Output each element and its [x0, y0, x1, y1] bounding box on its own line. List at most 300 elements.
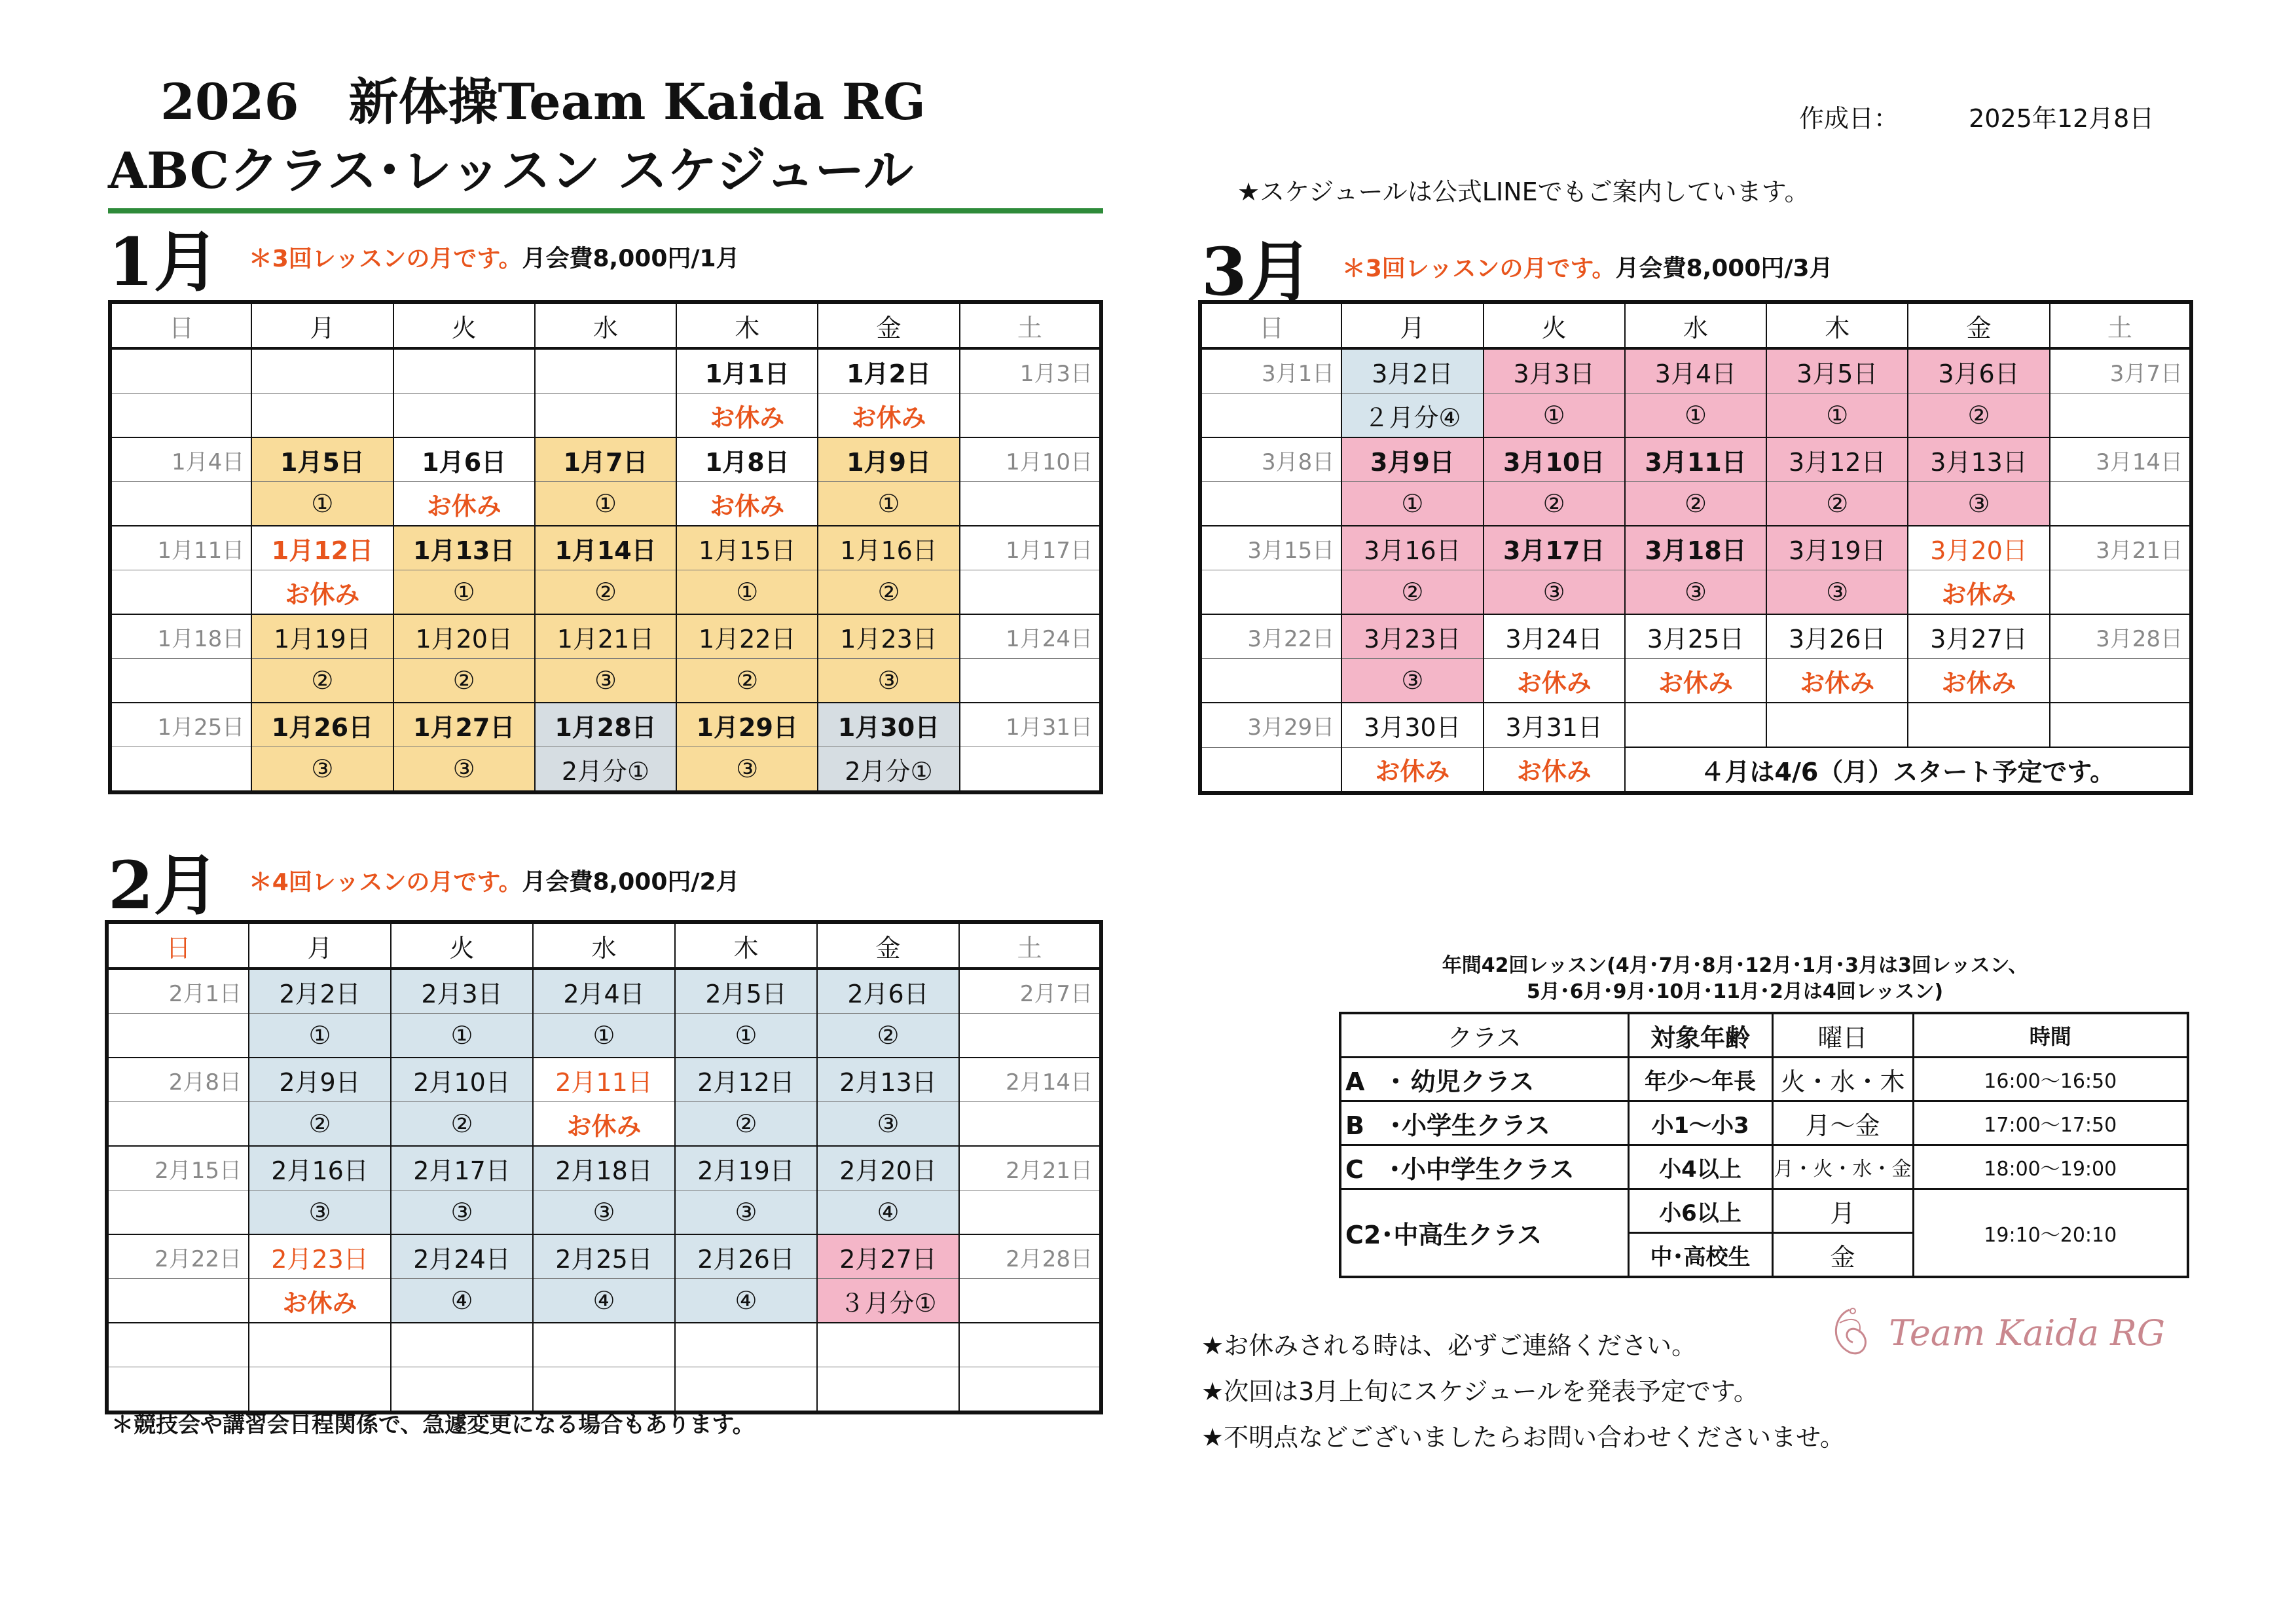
mar-week5-info [1200, 747, 2191, 793]
info-cell: ④ [675, 1279, 817, 1323]
class-row-c [1340, 1145, 2188, 1189]
info-cell [251, 394, 393, 438]
info-cell: ② [1766, 482, 1908, 526]
date-cell: 1月2日 [818, 348, 959, 394]
feb-week4-info [107, 1279, 1101, 1323]
info-cell: ③ [393, 747, 535, 793]
empty-cell [959, 1367, 1101, 1413]
feb-week4-dates [107, 1234, 1101, 1279]
date-cell: 1月28日 [535, 703, 676, 747]
info-cell: お休み [251, 570, 393, 615]
empty-cell [249, 1323, 391, 1367]
date-cell: 1月5日 [251, 437, 393, 482]
header-day: 曜日 [1772, 1013, 1913, 1058]
inquiry-note: ★不明点などございましたらお問い合わせくださいませ。 [1201, 1423, 1845, 1452]
date-cell: 3月21日 [2050, 526, 2191, 570]
date-cell: 2月9日 [249, 1058, 391, 1102]
date-cell: 2月23日 [249, 1234, 391, 1279]
date-cell [1625, 703, 1766, 747]
weekday-fri: 金 [1908, 302, 2049, 348]
class-age: 年少～年長 [1628, 1058, 1772, 1101]
january-lesson-note: ＊3回レッスンの月です。 [248, 245, 522, 272]
info-cell: ② [817, 1014, 959, 1058]
date-cell: 3月20日 [1908, 526, 2049, 570]
info-cell [107, 1279, 249, 1323]
info-cell: ③ [818, 659, 959, 703]
info-cell [110, 570, 251, 615]
info-cell [1200, 482, 1341, 526]
info-cell [1200, 747, 1341, 793]
info-cell [960, 747, 1101, 793]
date-cell [535, 348, 676, 394]
logo-text: Team Kaida RG [1889, 1312, 2165, 1354]
info-cell [110, 482, 251, 526]
info-cell: お休み [676, 394, 818, 438]
info-cell [960, 570, 1101, 615]
feb-week1-info [107, 1014, 1101, 1058]
info-cell: ① [676, 570, 818, 615]
info-cell [110, 394, 251, 438]
class-age: 小1～小3 [1628, 1101, 1772, 1145]
date-cell: 2月10日 [391, 1058, 533, 1102]
info-cell [959, 1279, 1101, 1323]
weekday-sat: 土 [959, 922, 1101, 969]
info-cell: お休み [676, 482, 818, 526]
date-cell: 1月7日 [535, 437, 676, 482]
date-cell: 1月21日 [535, 614, 676, 659]
weekday-tue: 火 [391, 922, 533, 969]
info-cell: ③ [249, 1190, 391, 1235]
date-cell: 1月29日 [676, 703, 818, 747]
date-cell: 2月1日 [107, 969, 249, 1014]
date-cell: 3月29日 [1200, 703, 1341, 747]
empty-cell [533, 1323, 675, 1367]
info-cell: 2月分① [535, 747, 676, 793]
jan-week5-info [110, 747, 1101, 793]
march-fee-note: 月会費8,000円/3月 [1615, 255, 1833, 282]
info-cell: ③ [1908, 482, 2049, 526]
march-lesson-note: ＊3回レッスンの月です。 [1341, 255, 1616, 282]
date-cell: 1月13日 [393, 526, 535, 570]
date-cell: 2月14日 [959, 1058, 1101, 1102]
info-cell: お休み [393, 482, 535, 526]
date-cell: 3月27日 [1908, 614, 2049, 659]
weekday-sun: 日 [107, 922, 249, 969]
mar-week2-dates [1200, 437, 2191, 482]
info-cell: ① [1341, 482, 1483, 526]
date-cell: 1月9日 [818, 437, 959, 482]
date-cell [251, 348, 393, 394]
info-cell [960, 482, 1101, 526]
date-cell: 1月17日 [960, 526, 1101, 570]
january-fee-note: 月会費8,000円/1月 [522, 245, 740, 272]
class-day: 月・火・水・金 [1772, 1145, 1913, 1189]
date-cell: 3月24日 [1484, 614, 1625, 659]
info-cell: お休み [1766, 659, 1908, 703]
jan-week2-info [110, 482, 1101, 526]
class-name: A ･ 幼児クラス [1340, 1058, 1628, 1101]
jan-week4-info [110, 659, 1101, 703]
date-cell: 2月26日 [675, 1234, 817, 1279]
weekday-sat: 土 [2050, 302, 2191, 348]
date-cell: 3月9日 [1341, 437, 1483, 482]
info-cell: ③ [535, 659, 676, 703]
date-cell: 2月17日 [391, 1146, 533, 1190]
date-cell: 3月11日 [1625, 437, 1766, 482]
info-cell: ③ [1766, 570, 1908, 615]
date-cell: 3月16日 [1341, 526, 1483, 570]
feb-week5-empty-info [107, 1367, 1101, 1413]
class-age: 小4以上 [1628, 1145, 1772, 1189]
empty-cell [107, 1367, 249, 1413]
date-cell: 2月4日 [533, 969, 675, 1014]
date-cell: 1月14日 [535, 526, 676, 570]
page-subtitle: ABCクラス･レッスン スケジュール [108, 141, 913, 200]
date-cell: 1月15日 [676, 526, 818, 570]
weekday-wed: 水 [533, 922, 675, 969]
next-schedule-note: ★次回は3月上旬にスケジュールを発表予定です。 [1201, 1377, 1758, 1406]
date-cell [393, 348, 535, 394]
date-cell: 3月2日 [1341, 348, 1483, 394]
info-cell: お休み [1908, 570, 2049, 615]
date-cell: 2月22日 [107, 1234, 249, 1279]
info-cell: ① [1625, 394, 1766, 438]
info-cell: ３月分① [817, 1279, 959, 1323]
info-cell [1200, 394, 1341, 438]
date-cell: 1月24日 [960, 614, 1101, 659]
jan-week1-info [110, 394, 1101, 438]
info-cell [1200, 570, 1341, 615]
info-cell: ② [535, 570, 676, 615]
mar-week1-dates [1200, 348, 2191, 394]
empty-cell [817, 1367, 959, 1413]
info-cell [2050, 659, 2191, 703]
class-day: 月 [1772, 1189, 1913, 1233]
date-cell: 2月20日 [817, 1146, 959, 1190]
date-cell: 3月17日 [1484, 526, 1625, 570]
info-cell: ② [249, 1102, 391, 1147]
info-cell [2050, 570, 2191, 615]
info-cell: ① [533, 1014, 675, 1058]
date-cell: 3月7日 [2050, 348, 2191, 394]
empty-cell [817, 1323, 959, 1367]
february-title: 2月 [108, 847, 219, 924]
info-cell [959, 1190, 1101, 1235]
class-table [1339, 1012, 2189, 1278]
weekday-wed: 水 [1625, 302, 1766, 348]
date-cell: 1月1日 [676, 348, 818, 394]
date-cell: 1月22日 [676, 614, 818, 659]
date-cell: 1月19日 [251, 614, 393, 659]
info-cell: ③ [1341, 659, 1483, 703]
empty-cell [675, 1367, 817, 1413]
date-cell: 2月16日 [249, 1146, 391, 1190]
date-cell: 3月1日 [1200, 348, 1341, 394]
info-cell: ① [249, 1014, 391, 1058]
weekday-mon: 月 [1341, 302, 1483, 348]
date-cell: 3月30日 [1341, 703, 1483, 747]
january-title: 1月 [108, 223, 219, 301]
date-cell: 3月25日 [1625, 614, 1766, 659]
annual-note-line2: 5月･6月･9月･10月･11月･2月は4回レッスン) [1526, 980, 1944, 1003]
info-cell: ③ [1484, 570, 1625, 615]
jan-week2-dates [110, 437, 1101, 482]
weekday-header-row [107, 922, 1101, 969]
info-cell: ③ [1625, 570, 1766, 615]
date-cell: 2月12日 [675, 1058, 817, 1102]
date-cell: 2月19日 [675, 1146, 817, 1190]
class-time: 18:00～19:00 [1913, 1145, 2188, 1189]
february-lesson-note: ＊4回レッスンの月です。 [248, 868, 522, 896]
weekday-fri: 金 [818, 302, 959, 348]
info-cell [2050, 394, 2191, 438]
date-cell [1766, 703, 1908, 747]
info-cell: ② [1341, 570, 1483, 615]
date-cell: 3月6日 [1908, 348, 2049, 394]
info-cell: ② [1484, 482, 1625, 526]
date-cell: 1月6日 [393, 437, 535, 482]
date-cell: 1月25日 [110, 703, 251, 747]
date-cell: 1月16日 [818, 526, 959, 570]
info-cell: お休み [1484, 659, 1625, 703]
date-cell: 2月25日 [533, 1234, 675, 1279]
info-cell: ④ [391, 1279, 533, 1323]
info-cell: お休み [533, 1102, 675, 1147]
info-cell: ③ [675, 1190, 817, 1235]
mar-week2-info [1200, 482, 2191, 526]
class-time: 17:00～17:50 [1913, 1101, 2188, 1145]
info-cell [960, 394, 1101, 438]
line-notice: ★スケジュールは公式LINEでもご案内しています。 [1237, 177, 1810, 206]
jan-week1-dates [110, 348, 1101, 394]
weekday-thu: 木 [676, 302, 818, 348]
weekday-sun: 日 [110, 302, 251, 348]
created-date [1799, 98, 2154, 134]
date-cell: 1月4日 [110, 437, 251, 482]
date-cell: 1月8日 [676, 437, 818, 482]
date-cell: 2月6日 [817, 969, 959, 1014]
date-cell: 1月31日 [960, 703, 1101, 747]
date-cell: 1月27日 [393, 703, 535, 747]
schedule-change-note: ＊競技会や講習会日程関係で、急遽変更になる場合もあります。 [111, 1412, 755, 1438]
date-cell: 3月14日 [2050, 437, 2191, 482]
info-cell: ② [676, 659, 818, 703]
contact-notes [1201, 1323, 1845, 1460]
info-cell: ① [391, 1014, 533, 1058]
info-cell [110, 659, 251, 703]
class-day: 月～金 [1772, 1101, 1913, 1145]
info-cell: ① [818, 482, 959, 526]
weekday-thu: 木 [675, 922, 817, 969]
header-class: クラス [1340, 1013, 1628, 1058]
info-cell: お休み [1908, 659, 2049, 703]
info-cell: ③ [533, 1190, 675, 1235]
info-cell [1200, 659, 1341, 703]
date-cell: 3月19日 [1766, 526, 1908, 570]
info-cell: ③ [251, 747, 393, 793]
date-cell: 2月7日 [959, 969, 1101, 1014]
class-age: 中･高校生 [1628, 1233, 1772, 1278]
class-row-b [1340, 1101, 2188, 1145]
weekday-tue: 火 [1484, 302, 1625, 348]
date-cell: 2月5日 [675, 969, 817, 1014]
feb-week2-dates [107, 1058, 1101, 1102]
date-cell: 2月18日 [533, 1146, 675, 1190]
empty-cell [391, 1367, 533, 1413]
weekday-fri: 金 [817, 922, 959, 969]
info-cell: ② [251, 659, 393, 703]
empty-cell [675, 1323, 817, 1367]
feb-week3-info [107, 1190, 1101, 1235]
annual-lesson-note [1309, 953, 2160, 1005]
class-row-a [1340, 1058, 2188, 1101]
info-cell [107, 1014, 249, 1058]
date-cell: 2月11日 [533, 1058, 675, 1102]
info-cell [535, 394, 676, 438]
mar-week1-info [1200, 394, 2191, 438]
weekday-sun: 日 [1200, 302, 1341, 348]
empty-cell [391, 1323, 533, 1367]
info-cell: お休み [1341, 747, 1483, 793]
date-cell: 3月5日 [1766, 348, 1908, 394]
info-cell: ① [393, 570, 535, 615]
info-cell: ② [1908, 394, 2049, 438]
april-start-note: ４月は4/6（月）スタート予定です。 [1625, 747, 2191, 793]
date-cell [1908, 703, 2049, 747]
class-table-header [1340, 1013, 2188, 1058]
feb-week5-empty [107, 1323, 1101, 1367]
date-cell: 2月27日 [817, 1234, 959, 1279]
date-cell: 2月21日 [959, 1146, 1101, 1190]
february-fee-note: 月会費8,000円/2月 [522, 868, 740, 896]
date-cell: 3月8日 [1200, 437, 1341, 482]
info-cell: ② [391, 1102, 533, 1147]
jan-week5-dates [110, 703, 1101, 747]
jan-week3-dates [110, 526, 1101, 570]
info-cell: ② [1625, 482, 1766, 526]
empty-cell [249, 1367, 391, 1413]
date-cell: 1月26日 [251, 703, 393, 747]
mar-week5-dates [1200, 703, 2191, 747]
class-day: 火・水・木 [1772, 1058, 1913, 1101]
weekday-header-row [110, 302, 1101, 348]
date-cell: 3月10日 [1484, 437, 1625, 482]
date-cell: 3月4日 [1625, 348, 1766, 394]
weekday-mon: 月 [251, 302, 393, 348]
info-cell [107, 1190, 249, 1235]
header-age: 対象年齢 [1628, 1013, 1772, 1058]
info-cell: ④ [817, 1190, 959, 1235]
team-logo [1820, 1303, 2165, 1362]
class-name: B ･小学生クラス [1340, 1101, 1628, 1145]
date-cell [2050, 703, 2191, 747]
date-cell: 2月15日 [107, 1146, 249, 1190]
date-cell: 3月26日 [1766, 614, 1908, 659]
info-cell [110, 747, 251, 793]
info-cell [959, 1014, 1101, 1058]
info-cell: ③ [391, 1190, 533, 1235]
info-cell: 2月分① [818, 747, 959, 793]
weekday-header-row [1200, 302, 2191, 348]
date-cell: 2月2日 [249, 969, 391, 1014]
info-cell: お休み [249, 1279, 391, 1323]
date-cell: 3月18日 [1625, 526, 1766, 570]
weekday-wed: 水 [535, 302, 676, 348]
date-cell: 1月18日 [110, 614, 251, 659]
date-cell: 3月22日 [1200, 614, 1341, 659]
class-day: 金 [1772, 1233, 1913, 1278]
info-cell: ① [535, 482, 676, 526]
info-cell [2050, 482, 2191, 526]
jan-week4-dates [110, 614, 1101, 659]
class-name: C2･中高生クラス [1340, 1189, 1628, 1278]
header-time: 時間 [1913, 1013, 2188, 1058]
weekday-thu: 木 [1766, 302, 1908, 348]
weekday-sat: 土 [960, 302, 1101, 348]
march-calendar [1198, 300, 2193, 795]
feb-week2-info [107, 1102, 1101, 1147]
date-cell: 1月30日 [818, 703, 959, 747]
weekday-mon: 月 [249, 922, 391, 969]
annual-note-line1: 年間42回レッスン(4月･7月･8月･12月･1月･3月は3回レッスン、 [1442, 954, 2028, 977]
date-cell: 1月11日 [110, 526, 251, 570]
empty-cell [959, 1323, 1101, 1367]
february-heading [108, 833, 740, 927]
date-cell: 3月13日 [1908, 437, 2049, 482]
jan-week3-info [110, 570, 1101, 615]
info-cell: ① [1484, 394, 1625, 438]
date-cell: 3月23日 [1341, 614, 1483, 659]
date-cell: 3月28日 [2050, 614, 2191, 659]
date-cell: 2月3日 [391, 969, 533, 1014]
january-heading [108, 210, 740, 304]
info-cell: ② [818, 570, 959, 615]
date-cell [110, 348, 251, 394]
date-cell: 2月24日 [391, 1234, 533, 1279]
class-row-c2-a [1340, 1189, 2188, 1233]
info-cell: ③ [676, 747, 818, 793]
date-cell: 1月20日 [393, 614, 535, 659]
weekday-tue: 火 [393, 302, 535, 348]
info-cell: ② [675, 1102, 817, 1147]
date-cell: 1月23日 [818, 614, 959, 659]
january-calendar [108, 300, 1103, 794]
date-cell: 3月3日 [1484, 348, 1625, 394]
class-name: C ･小中学生クラス [1340, 1145, 1628, 1189]
created-label: 作成日： [1799, 104, 1899, 133]
date-cell: 3月12日 [1766, 437, 1908, 482]
info-cell [393, 394, 535, 438]
info-cell: ２月分④ [1341, 394, 1483, 438]
date-cell: 1月10日 [960, 437, 1101, 482]
date-cell: 3月15日 [1200, 526, 1341, 570]
mar-week3-info [1200, 570, 2191, 615]
info-cell [960, 659, 1101, 703]
page-title: 2026 新体操Team Kaida RG [160, 73, 926, 131]
mar-week3-dates [1200, 526, 2191, 570]
info-cell [959, 1102, 1101, 1147]
info-cell: ③ [817, 1102, 959, 1147]
absence-note: ★お休みされる時は、必ずご連絡ください。 [1201, 1331, 1697, 1360]
date-cell: 1月3日 [960, 348, 1101, 394]
class-time: 19:10～20:10 [1913, 1189, 2188, 1278]
empty-cell [107, 1323, 249, 1367]
class-age: 小6以上 [1628, 1189, 1772, 1233]
created-date-value: 2025年12月8日 [1969, 104, 2155, 133]
mar-week4-dates [1200, 614, 2191, 659]
date-cell: 1月12日 [251, 526, 393, 570]
info-cell [107, 1102, 249, 1147]
